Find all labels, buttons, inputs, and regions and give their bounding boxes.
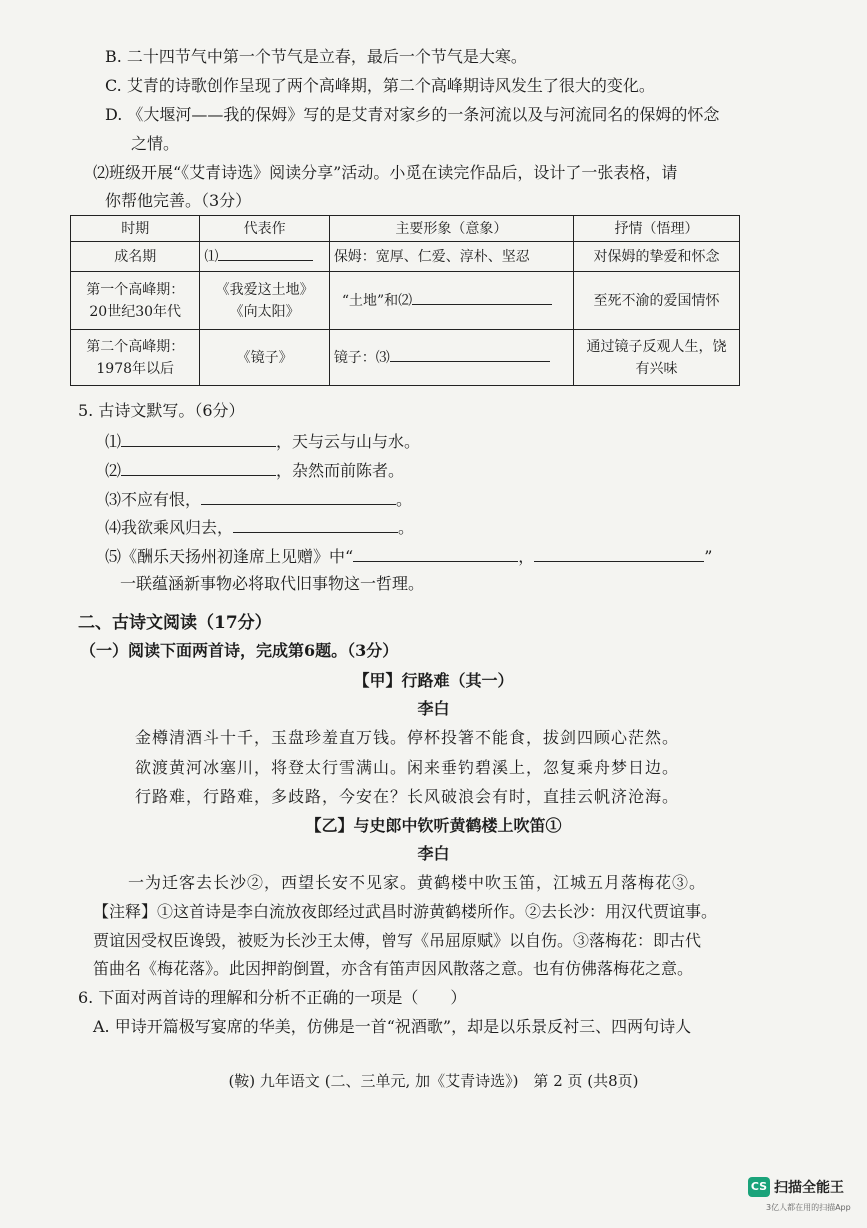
q5-item-1 (105, 430, 420, 453)
header-emotion: 抒情（悟理） (574, 216, 740, 242)
cell-period (71, 330, 200, 386)
fill-blank[interactable] (534, 545, 704, 562)
emotion-line2: 有兴味 (635, 360, 678, 377)
note-line3: 笛曲名《梅花落》。此因押韵倒置，亦含有笛声因风散落之意。也有仿佛落梅花之意。 (93, 959, 694, 978)
cell-period (71, 272, 200, 330)
item-text: ，天与云与山与水。 (276, 432, 421, 451)
fill-blank-2[interactable] (412, 290, 552, 305)
item-end: 。 (396, 490, 413, 509)
blank-label: “土地”和⑵ (341, 292, 413, 309)
q4-sub2-line1: ⑵班级开展“《艾青诗选》阅读分享”活动。小觅在读完作品后，设计了一张表格，请 (93, 163, 678, 182)
section-2-sub1: （一）阅读下面两首诗，完成第6题。（3分） (80, 641, 399, 660)
cell-period: 成名期 (71, 242, 200, 272)
emotion-line1: 通过镜子反观人生，饶 (586, 338, 727, 355)
cell-work: 《镜子》 (200, 330, 329, 386)
q5-item-4 (105, 516, 414, 539)
header-period: 时期 (71, 216, 200, 242)
header-work: 代表作 (200, 216, 329, 242)
cs-logo-icon: CS (748, 1177, 770, 1197)
blank-label: ⑴ (204, 248, 219, 265)
fill-blank[interactable] (201, 488, 396, 505)
section-2-title: 二、古诗文阅读（17分） (78, 613, 272, 633)
note-line1: 【注释】①这首诗是李白流放夜郎经过武昌时游黄鹤楼所作。②去长沙：用汉代贾谊事。 (93, 902, 718, 921)
cell-emotion (574, 330, 740, 386)
item-label: ⑴ (105, 432, 122, 451)
q5-item-5-line2: 一联蕴涵新事物必将取代旧事物这一哲理。 (120, 574, 425, 593)
cell-work (200, 242, 329, 272)
poem2-title: 【乙】与史郎中钦听黄鹤楼上吹笛① (305, 816, 562, 835)
item-end: ” (704, 547, 713, 566)
poem1-title: 【甲】行路难（其一） (353, 671, 514, 690)
header-image: 主要形象（意象） (329, 216, 573, 242)
item-end: 。 (398, 518, 415, 537)
q5-item-5 (105, 545, 712, 568)
q5-item-2 (105, 459, 404, 482)
period-line1: 第一个高峰期： (86, 281, 185, 298)
fill-blank[interactable] (233, 516, 398, 533)
q4-option-c: C. 艾青的诗歌创作呈现了两个高峰期，第二个高峰期诗风发生了很大的变化。 (105, 76, 655, 95)
q6-option-a: A. 甲诗开篇极写宴席的华美，仿佛是一首“祝酒歌”，却是以乐景反衬三、四两句诗人 (93, 1017, 692, 1036)
scanner-watermark (748, 1177, 844, 1197)
cell-emotion: 至死不渝的爱国情怀 (574, 272, 740, 330)
poem2-line1: 一为迁客去长沙②，西望长安不见家。黄鹤楼中吹玉笛，江城五月落梅花③。 (128, 873, 707, 892)
blank-label: 镜子：⑶ (333, 349, 390, 366)
poem1-line1: 金樽清酒斗十千，玉盘珍羞直万钱。停杯投箸不能食，拔剑四顾心茫然。 (135, 728, 680, 747)
item-mid: ， (518, 547, 535, 566)
note-line2: 贾谊因受权臣谗毁，被贬为长沙王太傅，曾写《吊屈原赋》以自伤。③落梅花：即古代 (93, 931, 702, 950)
item-label: ⑶不应有恨， (105, 490, 202, 509)
scanner-tagline: 3亿人都在用的扫描App (766, 1203, 851, 1212)
poem1-author: 李白 (417, 699, 450, 718)
table-row (71, 242, 740, 272)
poem1-line3: 行路难，行路难，多歧路，今安在？长风破浪会有时，直挂云帆济沧海。 (135, 787, 680, 806)
item-label: ⑵ (105, 461, 122, 480)
fill-blank[interactable] (121, 459, 276, 476)
fill-blank-1[interactable] (218, 246, 313, 261)
page-footer: (鞍) 九年语文 (二、三单元, 加《艾青诗选》) 第 2 页 (共8页) (228, 1072, 639, 1090)
q4-sub2-line2: 你帮他完善。（3分） (105, 191, 252, 210)
work-line2: 《向太阳》 (229, 303, 300, 320)
period-line1: 第二个高峰期： (86, 338, 185, 355)
poem2-author: 李白 (417, 844, 450, 863)
fill-blank[interactable] (353, 545, 518, 562)
cell-work (200, 272, 329, 330)
q4-option-d-line1: D. 《大堰河——我的保姆》写的是艾青对家乡的一条河流以及与河流同名的保姆的怀念 (105, 105, 720, 124)
item-text: ，杂然而前陈者。 (276, 461, 405, 480)
period-line2: 1978年以后 (96, 360, 175, 377)
fill-blank[interactable] (121, 430, 276, 447)
table-header-row (71, 216, 740, 242)
item-label: ⑸《酬乐天扬州初逢席上见赠》中“ (105, 547, 354, 566)
poetry-table (70, 215, 740, 386)
poem1-line2: 欲渡黄河冰塞川，将登太行雪满山。闲来垂钓碧溪上，忽复乘舟梦日边。 (135, 758, 680, 777)
table-row (71, 272, 740, 330)
scanner-brand: 扫描全能王 (774, 1180, 844, 1196)
item-label: ⑷我欲乘风归去， (105, 518, 234, 537)
q4-option-b: B. 二十四节气中第一个节气是立春，最后一个节气是大寒。 (105, 47, 527, 66)
cell-image: 保姆：宽厚、仁爱、淳朴、坚忍 (329, 242, 573, 272)
cell-emotion: 对保姆的挚爱和怀念 (574, 242, 740, 272)
q5-item-3 (105, 488, 412, 511)
q5-title: 5. 古诗文默写。（6分） (78, 401, 245, 420)
cell-image (329, 330, 573, 386)
work-line1: 《我爱这土地》 (215, 281, 314, 298)
fill-blank-3[interactable] (390, 347, 550, 362)
q4-option-d-line2: 之情。 (131, 134, 180, 153)
q6-title: 6. 下面对两首诗的理解和分析不正确的一项是（ ） (78, 988, 467, 1007)
period-line2: 20世纪30年代 (89, 303, 182, 320)
table-row (71, 330, 740, 386)
cell-image (329, 272, 573, 330)
